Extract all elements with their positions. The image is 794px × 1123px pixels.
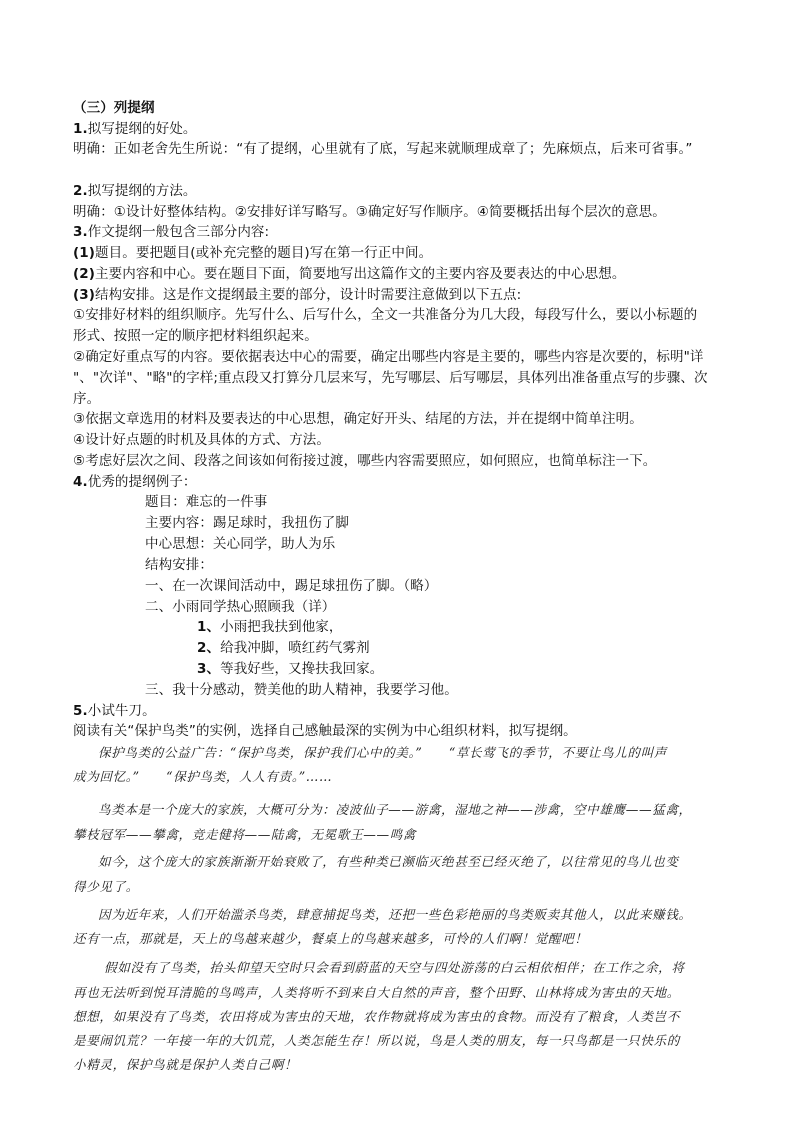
item-4-heading xyxy=(73,472,197,492)
reading-line: 小精灵，保护鸟就是保护人类自己啊！ xyxy=(73,1057,298,1072)
example-subpoint-1-number: 1、 xyxy=(197,619,221,635)
outline-part-1-text: 题目。要把题目(或补充完整的题目)写在第一行正中间。 xyxy=(95,245,433,261)
item-4-number: 4. xyxy=(73,474,88,490)
item-3-heading xyxy=(73,222,269,242)
reading-line: 如今，这个庞大的家族渐渐开始衰败了，有些种类已濒临灭绝甚至已经灭绝了，以往常见的鸟儿也变 xyxy=(98,854,679,869)
outline-part-2-text: 主要内容和中心。要在题目下面，简要地写出这篇作文的主要内容及要表达的中心思想。 xyxy=(95,266,626,282)
outline-part-2-number: (2) xyxy=(73,266,96,282)
item-5-text: 小试牛刀。 xyxy=(87,703,156,719)
item-5-instruction: 阅读有关“保护鸟类”的实例，选择自己感触最深的实例为中心组织材料，拟写提纲。 xyxy=(73,723,577,739)
item-1-number: 1. xyxy=(73,121,88,137)
item-1-answer: 明确：正如老舍先生所说：“有了提纲，心里就有了底，写起来就顺理成章了；先麻烦点，后来可省事。” xyxy=(73,141,693,157)
example-section-3: 三、我十分感动，赞美他的助人精神，我要学习他。 xyxy=(145,682,458,698)
item-2-number: 2. xyxy=(73,183,88,199)
reading-line: 成为回忆。” “保护鸟类，人人有责。”…… xyxy=(73,769,333,784)
example-section-1: 一、在一次课间活动中，踢足球扭伤了脚。（略） xyxy=(145,578,438,594)
item-2-heading xyxy=(73,181,197,201)
example-subpoint-2-text: 给我冲脚，喷红药气雾剂 xyxy=(220,640,370,656)
reading-line: 还有一点，那就是，天上的鸟越来越少，餐桌上的鸟越来越多，可怜的人们啊！觉醒吧！ xyxy=(73,931,588,946)
example-subpoint-3-number: 3、 xyxy=(197,661,221,677)
example-subpoint-1-text: 小雨把我扶到他家， xyxy=(220,619,343,635)
outline-part-2 xyxy=(73,264,625,284)
item-2-text: 拟写提纲的方法。 xyxy=(87,183,197,199)
item-4-text: 优秀的提纲例子： xyxy=(87,474,197,490)
item-3-number: 3. xyxy=(73,224,88,240)
example-title: 题目：难忘的一件事 xyxy=(145,494,268,510)
item-2-answer: 明确：①设计好整体结构。②安排好详写略写。③确定好写作顺序。④简要概括出每个层次的意思。 xyxy=(73,204,666,220)
item-3-text: 作文提纲一般包含三部分内容: xyxy=(87,224,270,240)
outline-part-1-number: (1) xyxy=(73,245,96,261)
example-content: 主要内容：踢足球时，我扭伤了脚 xyxy=(145,515,349,531)
reading-line: 鸟类本是一个庞大的家族，大概可分为：凌波仙子——游禽，湿地之神——涉禽，空中雄鹰——猛禽， xyxy=(98,802,692,817)
item-1-heading xyxy=(73,119,197,139)
reading-line: 因为近年来，人们开始滥杀鸟类，肆意捕捉鸟类，还把一些色彩艳丽的鸟类贩卖其他人，以此来赚钱。 xyxy=(98,907,692,922)
structure-point-line: ④设计好点题的时机及具体的方式、方法。 xyxy=(73,432,331,448)
section-title: （三）列提纲 xyxy=(73,100,155,116)
outline-part-3 xyxy=(73,285,521,305)
example-subpoint-3 xyxy=(197,659,383,679)
structure-point-line: ⑤考虑好层次之间、段落之间该如何衔接过渡，哪些内容需要照应，如何照应，也简单标注一下。 xyxy=(73,453,657,469)
example-subpoint-2-number: 2、 xyxy=(197,640,221,656)
outline-part-3-text: 结构安排。这是作文提纲最主要的部分，设计时需要注意做到以下五点: xyxy=(95,287,522,303)
item-1-text: 拟写提纲的好处。 xyxy=(87,121,197,137)
example-structure: 结构安排： xyxy=(145,557,213,573)
reading-line: 再也无法听到悦耳清脆的鸟鸣声，人类将听不到来自大自然的声音，整个田野、山林将成为害虫的天地。 xyxy=(73,985,680,1000)
outline-part-1 xyxy=(73,243,432,263)
example-section-2: 二、小雨同学热心照顾我（详） xyxy=(145,599,336,615)
structure-point-line: "、"次详"、"略"的字样;重点段又打算分几层来写，先写哪层、后写哪层，具体列出准备重点写的步骤、次 xyxy=(73,370,708,386)
structure-point-line: ①安排好材料的组织顺序。先写什么、后写什么，全文一共准备分为几大段，每段写什么，要以小标题的 xyxy=(73,307,698,323)
item-5-heading xyxy=(73,701,156,721)
example-subpoint-2 xyxy=(197,638,370,658)
structure-point-line: ③依据文章选用的材料及要表达的中心思想，确定好开头、结尾的方法，并在提纲中简单注明。 xyxy=(73,411,643,427)
reading-line: 假如没有了鸟类，抬头仰望天空时只会看到蔚蓝的天空与四处游荡的白云相依相伴；在工作之余，将 xyxy=(104,960,685,975)
example-subpoint-1 xyxy=(197,617,343,637)
structure-point-line: ②确定好重点写的内容。要依据表达中心的需要，确定出哪些内容是主要的，哪些内容是次要的，标明"详 xyxy=(73,349,704,365)
reading-line: 保护鸟类的公益广告：“保护鸟类，保护我们心中的美。” “草长莺飞的季节，不要让鸟儿的叫声 xyxy=(98,745,667,760)
example-center: 中心思想：关心同学，助人为乐 xyxy=(145,536,336,552)
reading-line: 得少见了。 xyxy=(73,879,139,894)
example-subpoint-3-text: 等我好些，又搀扶我回家。 xyxy=(220,661,384,677)
structure-point-line: 形式、按照一定的顺序把材料组织起来。 xyxy=(73,328,318,344)
outline-part-3-number: (3) xyxy=(73,287,96,303)
structure-point-line: 序。 xyxy=(73,391,101,407)
item-5-number: 5. xyxy=(73,703,88,719)
reading-line: 想想，如果没有了鸟类，农田将成为害虫的天地，农作物就将成为害虫的食物。而没有了粮食，人类岂不 xyxy=(73,1009,680,1024)
reading-line: 攀枝冠军——攀禽，竞走健将——陆禽，无冕歌王——鸣禽 xyxy=(73,827,417,842)
reading-line: 是要闹饥荒？一年接一年的大饥荒，人类怎能生存！所以说，鸟是人类的朋友，每一只鸟都是一只快乐的 xyxy=(73,1033,680,1048)
